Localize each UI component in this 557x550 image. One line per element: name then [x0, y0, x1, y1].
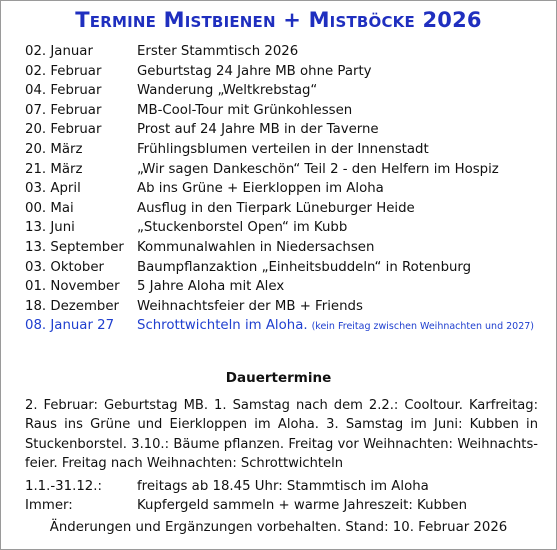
event-row [25, 238, 550, 258]
event-date: 04. Februar [25, 83, 102, 99]
event-row [25, 62, 550, 82]
permanent-list [25, 477, 550, 516]
event-text: Geburtstag 24 Jahre MB ohne Party [137, 63, 372, 79]
event-date: 03. Oktober [25, 259, 104, 275]
event-text: Kommunalwahlen in Niedersachsen [137, 239, 375, 255]
event-text: Frühlingsblumen verteilen in der Innenstadt [137, 141, 429, 157]
event-date: 20. Februar [25, 122, 102, 138]
event-row [25, 120, 550, 140]
event-text [137, 316, 550, 337]
event-text: Wanderung „Weltkrebstag“ [137, 83, 318, 99]
event-date: 20. März [25, 141, 83, 157]
event-note: (kein Freitag zwischen Weihnachten und 2027) [311, 321, 535, 333]
event-text: MB-Cool-Tour mit Grünkohlessen [137, 102, 353, 118]
permanent-key: 1.1.-31.12.: [25, 479, 102, 494]
event-row [25, 179, 550, 199]
event-row [25, 81, 550, 101]
event-row [25, 199, 550, 219]
event-text: 5 Jahre Aloha mit Alex [137, 279, 285, 295]
event-date: 21. März [25, 161, 83, 177]
event-date: 02. Februar [25, 63, 102, 79]
event-row [25, 218, 550, 238]
event-text: Ab ins Grüne + Eierkloppen im Aloha [137, 181, 384, 197]
event-row [25, 42, 550, 62]
permanent-value: freitags ab 18.45 Uhr: Stammtisch im Aloha [137, 479, 429, 494]
event-date: 18. Dezember [25, 298, 119, 314]
event-date: 03. April [25, 181, 81, 197]
footer-note: Änderungen und Ergänzungen vorbehalten. Stand: 10. Februar 2026 [49, 520, 508, 535]
event-text-main: Schrottwichteln im Aloha. [137, 318, 308, 334]
event-row [25, 297, 550, 317]
event-date: 02. Januar [25, 44, 93, 59]
event-row [25, 140, 550, 160]
event-row [25, 258, 550, 278]
permanent-row [25, 496, 550, 515]
event-text: „Stuckenborstel Open“ im Kubb [137, 220, 348, 236]
event-row-highlighted [25, 316, 550, 337]
event-text: Weihnachtsfeier der MB + Friends [137, 298, 363, 314]
permanent-value: Kupfergeld sammeln + warme Jahreszeit: Kubben [137, 498, 468, 514]
event-row [25, 160, 550, 180]
event-date: 01. November [25, 279, 120, 295]
event-text: Baumpflanzaktion „Einheitsbuddeln“ in Rotenburg [137, 259, 472, 275]
event-date: 13. Juni [25, 220, 75, 236]
page-title: Termine Mistbienen + Mistböcke 2026 [75, 8, 482, 32]
event-text: Erster Stammtisch 2026 [137, 44, 299, 59]
event-list [25, 42, 550, 337]
dauertermine-heading: Dauertermine [225, 370, 332, 386]
permanent-key: Immer: [25, 498, 73, 514]
dauertermine-paragraph: 2. Februar: Geburtstag MB. 1. Samstag nach dem 2.2.: Cooltour. Karfreitag: Raus ins Grüne und Eierkloppen im Aloha. 3. Samstag im Juni: Kubben in Stuckenborstel. 3.10.: Bäume pflanzen. Freitag vor Weihnachten: Weihnachtsfeier. Freitag nach Weihnachten: Schrottwichteln [25, 398, 538, 472]
event-date: 00. Mai [25, 200, 74, 216]
event-text: Prost auf 24 Jahre MB in der Taverne [137, 122, 379, 138]
event-row [25, 101, 550, 121]
event-date: 13. September [25, 239, 124, 255]
permanent-row [25, 477, 550, 496]
event-row [25, 277, 550, 297]
event-date: 07. Februar [25, 102, 102, 118]
event-text: Ausflug in den Tierpark Lüneburger Heide [137, 200, 415, 216]
event-text: „Wir sagen Dankeschön“ Teil 2 - den Helfern im Hospiz [137, 161, 499, 177]
event-date: 08. Januar 27 [25, 318, 115, 334]
